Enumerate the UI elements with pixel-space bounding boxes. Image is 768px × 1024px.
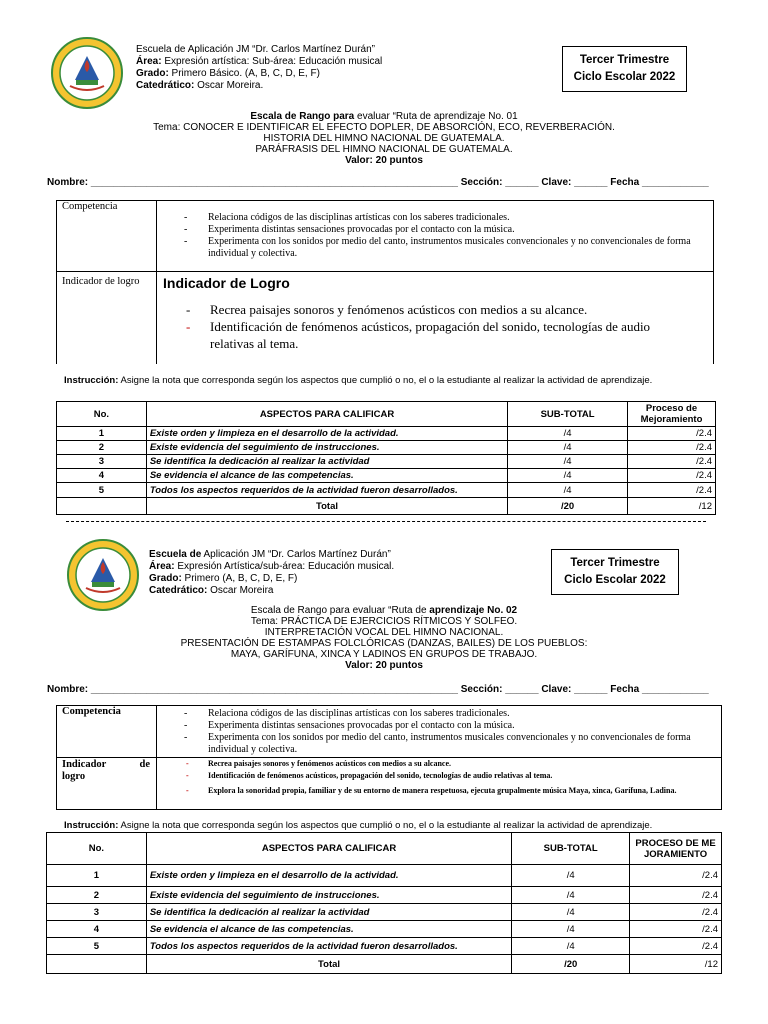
col-header-subtotal: SUB-TOTAL	[508, 402, 628, 427]
col-header-proceso: PROCESO DE MEJORAMIENTO	[630, 833, 722, 865]
competencia-label: Competencia	[62, 706, 121, 717]
table-row: 2 Existe evidencia del seguimiento de instrucciones. /4 /2.4	[47, 887, 722, 904]
catedratico-line: Catedrático: Oscar Moreira	[149, 585, 274, 596]
table-row: 4 Se evidencia el alcance de las competencias. /4 /2.4	[47, 921, 722, 938]
table-header-row	[47, 833, 722, 865]
competencia-item: - Experimenta con los sonidos por medio del canto, instrumentos musicales convencionales y no convencionales de forma individual y colectiva.	[184, 732, 691, 755]
indicador-title: Indicador de Logro	[163, 275, 290, 291]
competencia-item: - Experimenta distintas sensaciones provocadas por el contacto con la música.	[184, 720, 515, 731]
col-header-subtotal: SUB-TOTAL	[512, 833, 630, 865]
grado-line: Grado: Primero (A, B, C, D, E, F)	[149, 573, 298, 584]
escala-line: Escala de Rango para evaluar “Ruta de aprendizaje No. 02	[250, 605, 518, 616]
competencia-item: - Experimenta distintas sensaciones provocadas por el contacto con la música.	[184, 224, 515, 235]
school-seal-logo	[66, 538, 140, 612]
indicador-item: - Explora la sonoridad propia, familiar y de su entorno de manera respetuosa, ejecuta grupalmente música Maya, xinca, Garífuna, Ladina.	[186, 786, 677, 795]
tema-line-1: Tema: CONOCER E IDENTIFICAR EL EFECTO DOPLER, DE ABSORCIÓN, ECO, REVERBERACIÓN.	[153, 122, 615, 133]
competencia-list	[184, 708, 704, 756]
table-row: 3 Se identifica la dedicación al realizar la actividad /4 /2.4	[57, 455, 716, 469]
table-row: 1 Existe orden y limpieza en el desarrollo de la actividad. /4 /2.4	[47, 865, 722, 887]
competencia-hline	[56, 757, 722, 758]
school-name: Escuela de Aplicación JM “Dr. Carlos Martínez Durán”	[149, 549, 391, 560]
escala-line: Escala de Rango para evaluar “Ruta de aprendizaje No. 01	[250, 111, 518, 122]
indicador-label: Indicador de logro	[62, 759, 150, 782]
area-line: Área: Expresión Artística/sub-área: Educación musical.	[149, 561, 395, 572]
valor-line: Valor: 20 puntos	[345, 155, 423, 166]
tema-line-2: INTERPRETACIÓN VOCAL DEL HIMNO NACIONAL.	[264, 627, 504, 638]
grado-line: Grado: Primero Básico. (A, B, C, D, E, F)	[136, 68, 320, 79]
valor-line: Valor: 20 puntos	[345, 660, 423, 671]
tema-line-2: HISTORIA DEL HIMNO NACIONAL DE GUATEMALA.	[263, 133, 505, 144]
col-header-aspectos: ASPECTOS PARA CALIFICAR	[146, 402, 507, 427]
competencia-item: - Experimenta con los sonidos por medio del canto, instrumentos musicales convencionales y no convencionales de forma individual y colectiva.	[184, 236, 691, 259]
indicador-item: - Identificación de fenómenos acústicos, propagación del sonido, tecnologías de audio relativas al tema.	[186, 319, 651, 351]
area-line: Área: Expresión artística: Sub-área: Educación musical	[136, 56, 383, 67]
table-total-row: Total /20 /12	[57, 498, 716, 515]
indicador-item: - Identificación de fenómenos acústicos, propagación del sonido, tecnologías de audio relativas al tema.	[186, 771, 553, 780]
competencia-hline	[56, 271, 714, 272]
col-header-no: No.	[47, 833, 147, 865]
indicador-item: - Recrea paisajes sonoros y fenómenos acústicos con medios a su alcance.	[186, 759, 452, 768]
table-row: 4 Se evidencia el alcance de las competencias. /4 /2.4	[57, 469, 716, 483]
competencia-label: Competencia	[62, 201, 118, 212]
table-row: 3 Se identifica la dedicación al realizar la actividad /4 /2.4	[47, 904, 722, 921]
indicador-list	[186, 759, 716, 796]
school-seal-logo	[50, 36, 124, 110]
indicador-item: - Recrea paisajes sonoros y fenómenos acústicos con medios a su alcance.	[186, 302, 588, 317]
table-header-row	[57, 402, 716, 427]
instruction-line: Instrucción: Asigne la nota que corresponda según los aspectos que cumplió o no, el o la estudiante al realizar la actividad de aprendizaje.	[64, 375, 653, 386]
indicador-label: Indicador de logro	[62, 276, 140, 287]
trimestre-box: Tercer Trimestre Ciclo Escolar 2022	[562, 46, 687, 92]
indicador-list	[186, 301, 686, 352]
tema-line-3: PARÁFRASIS DEL HIMNO NACIONAL DE GUATEMALA.	[255, 144, 513, 155]
catedratico-line: Catedrático: Oscar Moreira.	[136, 80, 264, 91]
col-header-no: No.	[57, 402, 147, 427]
table-row: 5 Todos los aspectos requeridos de la actividad fueron desarrollados. /4 /2.4	[57, 483, 716, 498]
school-info	[136, 44, 382, 92]
instruction-line: Instrucción: Asigne la nota que corresponda según los aspectos que cumplió o no, el o la estudiante al realizar la actividad de aprendizaje.	[64, 820, 653, 831]
grading-table	[46, 832, 722, 974]
col-header-proceso: Proceso de Mejoramiento	[628, 402, 716, 427]
competencia-item: - Relaciona códigos de las disciplinas artísticas con los saberes tradicionales.	[184, 212, 510, 223]
evaluation-header	[0, 111, 768, 166]
nombre-seccion-line: Nombre: __________________________________________________________________ Sección: ______ Clave: ______ Fecha ____________	[47, 684, 709, 695]
evaluation-header	[0, 605, 768, 671]
grading-table	[56, 401, 716, 515]
school-name: Escuela de Aplicación JM “Dr. Carlos Martínez Durán”	[136, 44, 375, 55]
tema-line-1: Tema: PRÁCTICA DE EJERCICIOS RÍTMICOS Y SOLFEO.	[250, 616, 518, 627]
table-row: 2 Existe evidencia del seguimiento de instrucciones. /4 /2.4	[57, 441, 716, 455]
trimestre-box: Tercer Trimestre Ciclo Escolar 2022	[551, 549, 679, 595]
competencia-item: - Relaciona códigos de las disciplinas artísticas con los saberes tradicionales.	[184, 708, 510, 719]
table-row: 1 Existe orden y limpieza en el desarrollo de la actividad. /4 /2.4	[57, 427, 716, 441]
tema-line-3: PRESENTACIÓN DE ESTAMPAS FOLCLÓRICAS (DANZAS, BAILES) DE LOS PUEBLOS:	[180, 638, 588, 649]
competencia-list	[184, 212, 704, 260]
cut-line-separator	[66, 521, 706, 522]
nombre-seccion-line: Nombre: __________________________________________________________________ Sección: ______ Clave: ______ Fecha ____________	[47, 177, 709, 188]
col-header-aspectos: ASPECTOS PARA CALIFICAR	[146, 833, 511, 865]
table-total-row: Total /20 /12	[47, 955, 722, 974]
tema-line-4: MAYA, GARÍFUNA, XINCA Y LADINOS EN GRUPOS DE TRABAJO.	[230, 649, 538, 660]
competencia-divider	[156, 200, 157, 364]
school-info	[149, 549, 394, 597]
table-row: 5 Todos los aspectos requeridos de la actividad fueron desarrollados. /4 /2.4	[47, 938, 722, 955]
